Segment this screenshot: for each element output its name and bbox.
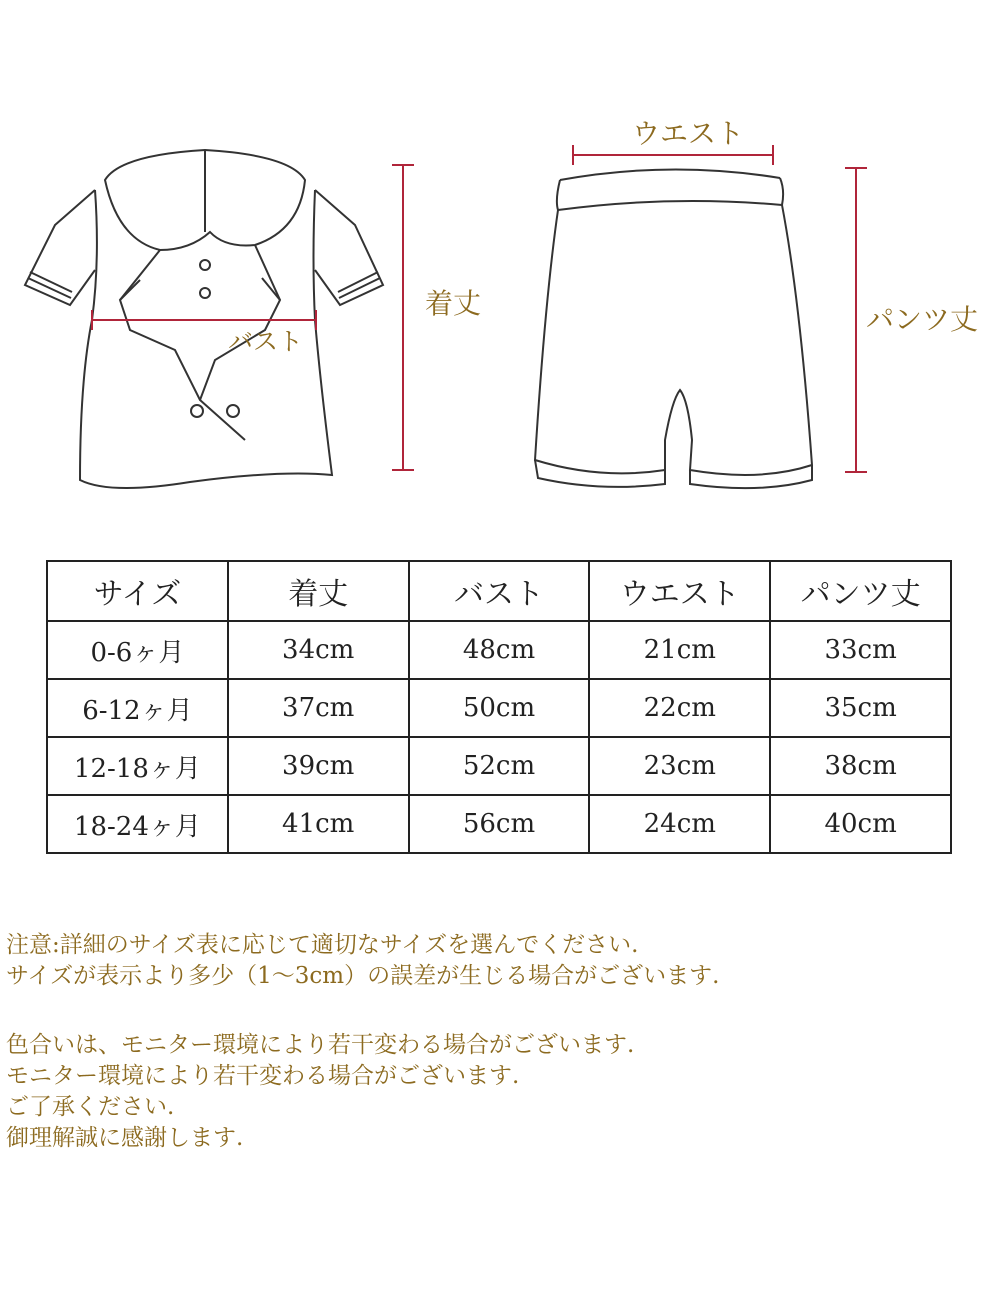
table-cell: 0-6ヶ月 xyxy=(47,621,228,679)
bust-label: バスト xyxy=(228,327,304,356)
table-row xyxy=(47,795,951,853)
table-cell: 56cm xyxy=(409,795,590,853)
note-line: 色合いは、モニター環境により若干変わる場合がございます. xyxy=(6,1032,635,1058)
table-row xyxy=(47,737,951,795)
note-line: 御理解誠に感謝します. xyxy=(6,1125,244,1151)
table-row xyxy=(47,679,951,737)
note-line: サイズが表示より多少（1〜3cm）の誤差が生じる場合がございます. xyxy=(6,963,720,989)
table-cell: 35cm xyxy=(770,679,951,737)
pants-drawing xyxy=(535,169,812,488)
note-line: モニター環境により若干変わる場合がございます. xyxy=(6,1063,520,1089)
pants-length-label: パンツ丈 xyxy=(866,303,979,336)
table-cell: 48cm xyxy=(409,621,590,679)
header-length: 着丈 xyxy=(228,561,409,621)
table-cell: 40cm xyxy=(770,795,951,853)
table-header-row xyxy=(47,561,951,621)
table-cell: 52cm xyxy=(409,737,590,795)
header-bust: バスト xyxy=(409,561,590,621)
table-cell: 21cm xyxy=(589,621,770,679)
table-cell: 37cm xyxy=(228,679,409,737)
table-cell: 24cm xyxy=(589,795,770,853)
header-pants-length: パンツ丈 xyxy=(770,561,951,621)
table-cell: 38cm xyxy=(770,737,951,795)
notes-block xyxy=(6,930,996,1154)
header-waist: ウエスト xyxy=(589,561,770,621)
note-line: 注意:詳細のサイズ表に応じて適切なサイズを選んでください. xyxy=(6,932,639,958)
table-cell: 6-12ヶ月 xyxy=(47,679,228,737)
length-label: 着丈 xyxy=(425,287,482,320)
table-cell: 33cm xyxy=(770,621,951,679)
size-table xyxy=(46,560,952,854)
table-cell: 22cm xyxy=(589,679,770,737)
table-cell: 39cm xyxy=(228,737,409,795)
table-cell: 18-24ヶ月 xyxy=(47,795,228,853)
table-cell: 41cm xyxy=(228,795,409,853)
note-line: ご了承ください. xyxy=(6,1094,175,1120)
garment-illustration xyxy=(0,0,1000,520)
waist-label: ウエスト xyxy=(632,117,745,150)
garment-diagram xyxy=(0,0,1000,520)
header-size: サイズ xyxy=(47,561,228,621)
table-cell: 50cm xyxy=(409,679,590,737)
table-cell: 12-18ヶ月 xyxy=(47,737,228,795)
table-row xyxy=(47,621,951,679)
table-cell: 34cm xyxy=(228,621,409,679)
table-cell: 23cm xyxy=(589,737,770,795)
